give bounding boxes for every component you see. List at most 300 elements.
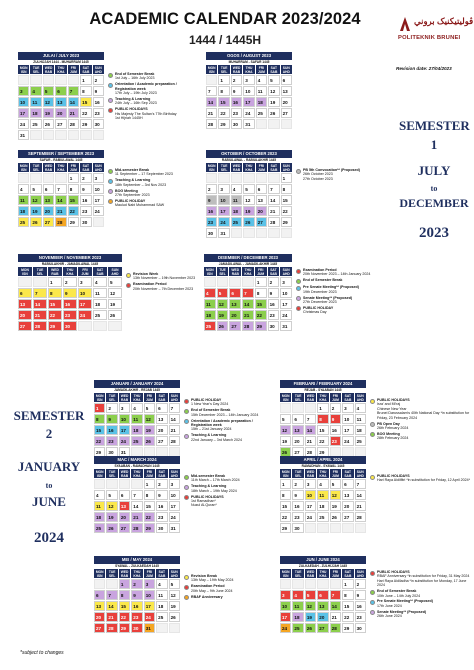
weekday-header: SAT SAB (268, 163, 279, 172)
legend-item (126, 272, 202, 281)
weekday-header: SAT SAB (156, 393, 167, 402)
legend-item (184, 495, 272, 508)
day-cell: 15 (280, 501, 291, 511)
day-cell: 13 (342, 490, 353, 500)
legend-item (108, 199, 196, 208)
day-cell: 1 (144, 479, 155, 489)
weekday-header: MON ISN (95, 393, 104, 402)
day-cell: 9 (292, 490, 303, 500)
semester1-word: SEMESTER (399, 118, 470, 133)
day-cell: 21 (68, 108, 79, 118)
day-cell: 22 (94, 436, 105, 446)
day-cell: 4 (317, 479, 328, 489)
weekday-header: THU KHA (317, 569, 328, 578)
legend-item (370, 422, 470, 431)
day-cell: 6 (229, 288, 241, 298)
legend-color-dot (296, 269, 301, 274)
day-cell: 19 (169, 601, 180, 611)
day-cell: 31 (243, 119, 254, 129)
day-cell: 21 (55, 206, 66, 216)
day-cell: 14 (268, 195, 279, 205)
day-cell: 11 (131, 414, 142, 424)
day-cell: 8 (218, 86, 229, 96)
day-cell: 8 (280, 490, 291, 500)
day-cell: 11 (204, 299, 216, 309)
legend-title: End of Semester Break (303, 278, 343, 283)
day-cell: 4 (204, 288, 216, 298)
empty-day-cell (30, 130, 41, 140)
day-cell: 12 (268, 86, 279, 96)
day-cell: 20 (43, 206, 54, 216)
day-cell: 25 (204, 321, 216, 331)
legend-item (184, 398, 272, 407)
day-cell: 21 (33, 310, 47, 320)
legend-color-dot (108, 199, 113, 204)
day-cell: 6 (342, 479, 353, 489)
legend-text (115, 97, 157, 106)
month-calendar (280, 380, 366, 457)
weekday-header: FRI JUM (330, 469, 341, 478)
weekday-header: MON ISN (281, 569, 290, 578)
day-cell: 5 (106, 490, 117, 500)
day-cell: 20 (156, 425, 167, 435)
day-cell: 25 (231, 217, 242, 227)
day-cell: 14 (131, 501, 142, 511)
day-cell: 13 (156, 414, 167, 424)
legend-color-dot (126, 273, 131, 278)
month-legend (184, 398, 272, 444)
day-cell: 18 (18, 206, 29, 216)
empty-day-cell (280, 403, 291, 413)
day-cell: 16 (355, 601, 366, 611)
legend-item (184, 584, 272, 593)
weekday-header: SAT SAB (342, 393, 353, 402)
month-day-grid (204, 267, 292, 331)
weekday-header: SUN AHD (281, 163, 292, 172)
legend-title: PUBLIC HOLIDAY (115, 198, 146, 203)
empty-day-cell (169, 623, 180, 633)
legend-item (296, 168, 388, 181)
day-cell: 7 (268, 184, 279, 194)
legend-detail: Maulud Nabi Muhammad SAW (115, 203, 165, 208)
month-title: JANUARI / JANUARY 2024 (94, 380, 180, 388)
legend-color-dot (370, 610, 375, 615)
day-cell: 11 (93, 288, 107, 298)
semester2-label (10, 408, 88, 558)
day-cell: 30 (93, 119, 104, 129)
legend-title: Orientation / Academic preparation / Registration week (191, 418, 253, 428)
day-cell: 1 (218, 75, 229, 85)
weekday-header: MON ISN (18, 267, 32, 276)
empty-day-cell (268, 119, 279, 129)
day-cell: 22 (281, 206, 292, 216)
day-cell: 26 (268, 108, 279, 118)
day-cell: 12 (243, 195, 254, 205)
day-cell: 22 (218, 108, 229, 118)
weekday-header: THU KHA (63, 267, 77, 276)
day-cell: 1 (48, 277, 62, 287)
day-cell: 11 (18, 195, 29, 205)
day-cell: 9 (206, 195, 217, 205)
day-cell: 9 (80, 184, 91, 194)
legend-item (184, 474, 272, 483)
weekday-header: WED RAB (120, 569, 129, 578)
day-cell: 9 (268, 288, 280, 298)
weekday-header: SUN AHD (169, 469, 180, 478)
empty-day-cell (55, 173, 66, 183)
day-cell: 31 (169, 523, 180, 533)
legend-color-dot (184, 434, 189, 439)
legend-title: Mid-semester Break (115, 168, 150, 172)
day-cell: 20 (55, 108, 66, 118)
weekday-header: SAT SAB (80, 65, 91, 74)
day-cell: 16 (93, 97, 104, 107)
legend-title: PUBLIC HOLIDAY (303, 305, 334, 310)
day-cell: 5 (169, 579, 180, 589)
day-cell: 31 (218, 228, 229, 238)
day-cell: 27 (317, 623, 328, 633)
day-cell: 28 (305, 447, 316, 457)
empty-day-cell (280, 579, 291, 589)
empty-day-cell (93, 130, 104, 140)
legend-item (184, 433, 272, 442)
month-day-grid (18, 163, 104, 227)
weekday-header: MON ISN (207, 163, 216, 172)
day-cell: 11 (256, 86, 267, 96)
legend-item (184, 408, 272, 417)
day-cell: 10 (280, 288, 292, 298)
day-cell: 6 (43, 184, 54, 194)
day-cell: 3 (119, 403, 130, 413)
legend-detail: 28th February 2024 (377, 436, 409, 441)
day-cell: 15 (68, 195, 79, 205)
day-cell: 1 (317, 403, 328, 413)
day-cell: 13 (119, 501, 130, 511)
day-cell: 25 (156, 612, 167, 622)
legend-item (108, 82, 196, 95)
day-cell: 27 (281, 108, 292, 118)
month-legend (184, 574, 272, 602)
day-cell: 3 (305, 479, 316, 489)
day-cell: 5 (43, 86, 54, 96)
weekday-header: FRI JUM (144, 569, 155, 578)
day-cell: 12 (108, 288, 122, 298)
semester1-number: 1 (430, 137, 438, 152)
empty-day-cell (106, 579, 117, 589)
day-cell: 24 (169, 512, 180, 522)
day-cell: 17 (78, 299, 92, 309)
day-cell: 11 (355, 414, 366, 424)
day-cell: 14 (68, 97, 79, 107)
day-cell: 3 (280, 277, 292, 287)
day-cell: 25 (256, 108, 267, 118)
legend-color-dot (108, 98, 113, 103)
day-cell: 5 (268, 75, 279, 85)
weekday-header: MON ISN (95, 469, 104, 478)
day-cell: 17 (169, 501, 180, 511)
weekday-header: THU KHA (243, 163, 254, 172)
day-cell: 18 (231, 206, 242, 216)
legend-detail: 17th July – 19th July 2023 (115, 91, 157, 96)
month-day-grid (280, 569, 366, 633)
day-cell: 29 (218, 119, 229, 129)
legend-detail: 27th September 2023 (115, 193, 150, 198)
day-cell: 25 (292, 623, 303, 633)
weekday-header: MON ISN (19, 65, 28, 74)
legend-title: End of Semester Break (191, 408, 231, 413)
semester1-end-month: DECEMBER (399, 196, 469, 210)
empty-day-cell (305, 403, 316, 413)
day-cell: 24 (280, 310, 292, 320)
day-cell: 7 (131, 490, 142, 500)
legend-item (108, 168, 196, 177)
month-calendar (94, 556, 180, 633)
day-cell: 3 (93, 173, 104, 183)
day-cell: 22 (280, 512, 291, 522)
legend-detail: 15th – 21st January 2024 (191, 427, 232, 432)
day-cell: 17 (119, 425, 130, 435)
semester1-year: 2023 (419, 225, 449, 241)
day-cell: 20 (317, 612, 328, 622)
day-cell: 21 (206, 108, 217, 118)
semester2-word: SEMESTER (13, 408, 85, 423)
day-cell: 8 (80, 86, 91, 96)
day-cell: 21 (242, 310, 254, 320)
day-cell: 27 (342, 512, 353, 522)
day-cell: 17 (18, 108, 29, 118)
weekday-header: FRI JUM (330, 393, 341, 402)
weekday-header: SAT SAB (93, 267, 107, 276)
legend-text (303, 296, 352, 305)
legend-color-dot (184, 595, 189, 600)
month-hijri: JAMADILAKHIR - REJAB 1445 (94, 388, 180, 392)
day-cell: 12 (30, 195, 41, 205)
day-cell: 2 (131, 579, 142, 589)
month-calendar (18, 150, 104, 227)
page-title: ACADEMIC CALENDAR 2023/2024 (89, 10, 361, 28)
legend-title: End of Semester Break (377, 589, 417, 594)
day-cell: 19 (43, 108, 54, 118)
empty-day-cell (305, 523, 316, 533)
day-cell: 18 (156, 601, 167, 611)
month-legend (296, 268, 390, 316)
day-cell: 29 (255, 321, 267, 331)
day-cell: 16 (106, 425, 117, 435)
day-cell: 9 (63, 288, 77, 298)
day-cell: 27 (156, 436, 167, 446)
empty-day-cell (93, 217, 104, 227)
month-hijri: ZULHIJJAH 1444 - MUHARRAM 1445 (18, 60, 104, 64)
day-cell: 19 (330, 501, 341, 511)
weekday-header: TUE SEL (218, 65, 229, 74)
weekday-header: MON ISN (207, 65, 216, 74)
day-cell: 5 (243, 184, 254, 194)
day-cell: 11 (94, 501, 105, 511)
legend-text (191, 433, 242, 442)
day-cell: 4 (156, 579, 167, 589)
day-cell: 23 (80, 206, 91, 216)
day-cell: 4 (30, 86, 41, 96)
day-cell: 7 (305, 414, 316, 424)
institution-name-jawi: ڤوليتيکنيک بروني (414, 16, 474, 26)
day-cell: 26 (330, 512, 341, 522)
day-cell: 23 (206, 217, 217, 227)
legend-title: BOG Meeting (377, 431, 400, 436)
empty-day-cell (68, 130, 79, 140)
legend-text (377, 599, 433, 608)
legend-title: PUBLIC HOLIDAYS (377, 474, 410, 478)
month-hijri: SYAWAL - ZULKAEDAH 1445 (94, 564, 180, 568)
month-title: OGOS / AUGUST 2023 (206, 52, 292, 60)
day-cell: 19 (243, 206, 254, 216)
legend-title: Teaching & Learning (115, 97, 151, 102)
month-calendar (94, 380, 180, 457)
legend-color-dot (108, 189, 113, 194)
day-cell: 8 (255, 288, 267, 298)
day-cell: 29 (317, 447, 328, 457)
weekday-header: THU KHA (317, 469, 328, 478)
empty-day-cell (292, 579, 303, 589)
month-legend (370, 398, 470, 442)
day-cell: 22 (144, 512, 155, 522)
day-cell: 1 (68, 173, 79, 183)
semester2-to: to (45, 481, 53, 490)
semester2-number: 2 (45, 426, 53, 441)
day-cell: 10 (78, 288, 92, 298)
empty-day-cell (18, 173, 29, 183)
day-cell: 2 (330, 403, 341, 413)
day-cell: 16 (156, 501, 167, 511)
empty-day-cell (206, 75, 217, 85)
day-cell: 24 (144, 612, 155, 622)
day-cell: 13 (55, 97, 66, 107)
legend-color-dot (370, 399, 375, 404)
day-cell: 14 (106, 601, 117, 611)
day-cell: 4 (93, 277, 107, 287)
day-cell: 30 (355, 623, 366, 633)
day-cell: 28 (330, 623, 341, 633)
legend-detail: 1 New Year's Day 2024 (191, 402, 229, 407)
day-cell: 27 (94, 623, 105, 633)
legend-text (191, 398, 228, 407)
day-cell: 6 (292, 414, 303, 424)
day-cell: 26 (43, 119, 54, 129)
day-cell: 15 (317, 425, 328, 435)
day-cell: 10 (218, 195, 229, 205)
day-cell: 18 (30, 108, 41, 118)
day-cell: 28 (106, 623, 117, 633)
empty-day-cell (43, 75, 54, 85)
empty-day-cell (33, 277, 47, 287)
legend-title: Teaching & Learning (115, 178, 151, 183)
day-cell: 18 (292, 612, 303, 622)
weekday-header: MON ISN (281, 393, 290, 402)
legend-text (191, 484, 237, 493)
empty-day-cell (68, 75, 79, 85)
day-cell: 26 (30, 217, 41, 227)
day-cell: 16 (292, 501, 303, 511)
month-title: MEI / MAY 2024 (94, 556, 180, 564)
day-cell: 7 (55, 184, 66, 194)
legend-title: Pre Senate Meeting** (Proposed) (303, 285, 359, 290)
day-cell: 23 (106, 436, 117, 446)
month-hijri: ZULKAEDAH - ZULHIJJAH 1445 (280, 564, 366, 568)
weekday-header: TUE SEL (106, 393, 117, 402)
month-hijri: RABIULAWAL - RABIULAKHIR 1445 (206, 158, 292, 162)
legend-color-dot (184, 585, 189, 590)
empty-day-cell (218, 173, 229, 183)
weekday-header: SUN AHD (108, 267, 122, 276)
legend-color-dot (108, 179, 113, 184)
legend-title: Teaching & Learning (191, 433, 227, 438)
legend-detail: 24th July – 16th Sep 2023 (115, 101, 157, 106)
day-cell: 29 (342, 623, 353, 633)
day-cell: 6 (317, 590, 328, 600)
day-cell: 15 (119, 601, 130, 611)
day-cell: 10 (18, 97, 29, 107)
month-day-grid (206, 163, 292, 238)
weekday-header: THU KHA (131, 569, 142, 578)
day-cell: 8 (281, 184, 292, 194)
weekday-header: WED RAB (232, 163, 241, 172)
day-cell: 10 (305, 490, 316, 500)
day-cell: 28 (268, 217, 279, 227)
day-cell: 23 (231, 108, 242, 118)
legend-title: Senate Meeting** (Proposed) (303, 295, 353, 300)
day-cell: 4 (256, 75, 267, 85)
legend-item (370, 398, 470, 420)
day-cell: 4 (231, 184, 242, 194)
day-cell: 26 (169, 612, 180, 622)
legend-text (303, 168, 360, 181)
month-hijri: RABIULAKHIR - JAMADILAWAL 1445 (18, 262, 122, 266)
legend-text (303, 278, 342, 282)
legend-detail: 26th June 2024 (377, 614, 402, 619)
day-cell: 23 (355, 612, 366, 622)
day-cell: 3 (218, 184, 229, 194)
legend-item (184, 574, 272, 583)
empty-day-cell (231, 173, 242, 183)
weekday-header: MON ISN (281, 469, 290, 478)
legend-text (133, 272, 195, 281)
day-cell: 9 (106, 414, 117, 424)
day-cell: 12 (217, 299, 229, 309)
weekday-header: FRI JUM (330, 569, 341, 578)
day-cell: 10 (169, 490, 180, 500)
legend-item (108, 189, 196, 198)
legend-item (184, 419, 272, 432)
legend-text (191, 495, 224, 508)
day-cell: 23 (330, 436, 341, 446)
weekday-header: WED RAB (306, 569, 315, 578)
day-cell: 24 (280, 623, 291, 633)
legend-detail: 17th June 2024 (377, 603, 402, 608)
legend-title: Mid-semester Break (191, 474, 226, 478)
day-cell: 29 (281, 217, 292, 227)
legend-detail: 1st Ramadhan* Nuzul Al-Quran* (191, 499, 217, 508)
month-title: FEBRUARI / FEBRUARY 2024 (280, 380, 366, 388)
empty-day-cell (30, 173, 41, 183)
legend-title: End of Semester Break (115, 72, 155, 76)
legend-color-dot (296, 169, 301, 174)
day-cell: 22 (48, 310, 62, 320)
legend-title: PUBLIC HOLIDAY (191, 398, 222, 402)
day-cell: 5 (217, 288, 229, 298)
legend-title: Examination Period (303, 268, 337, 272)
legend-title: PUBLIC HOLIDAYS (191, 494, 224, 499)
month-calendar (94, 456, 180, 533)
legend-title: RBAF Anniversary (191, 594, 223, 599)
